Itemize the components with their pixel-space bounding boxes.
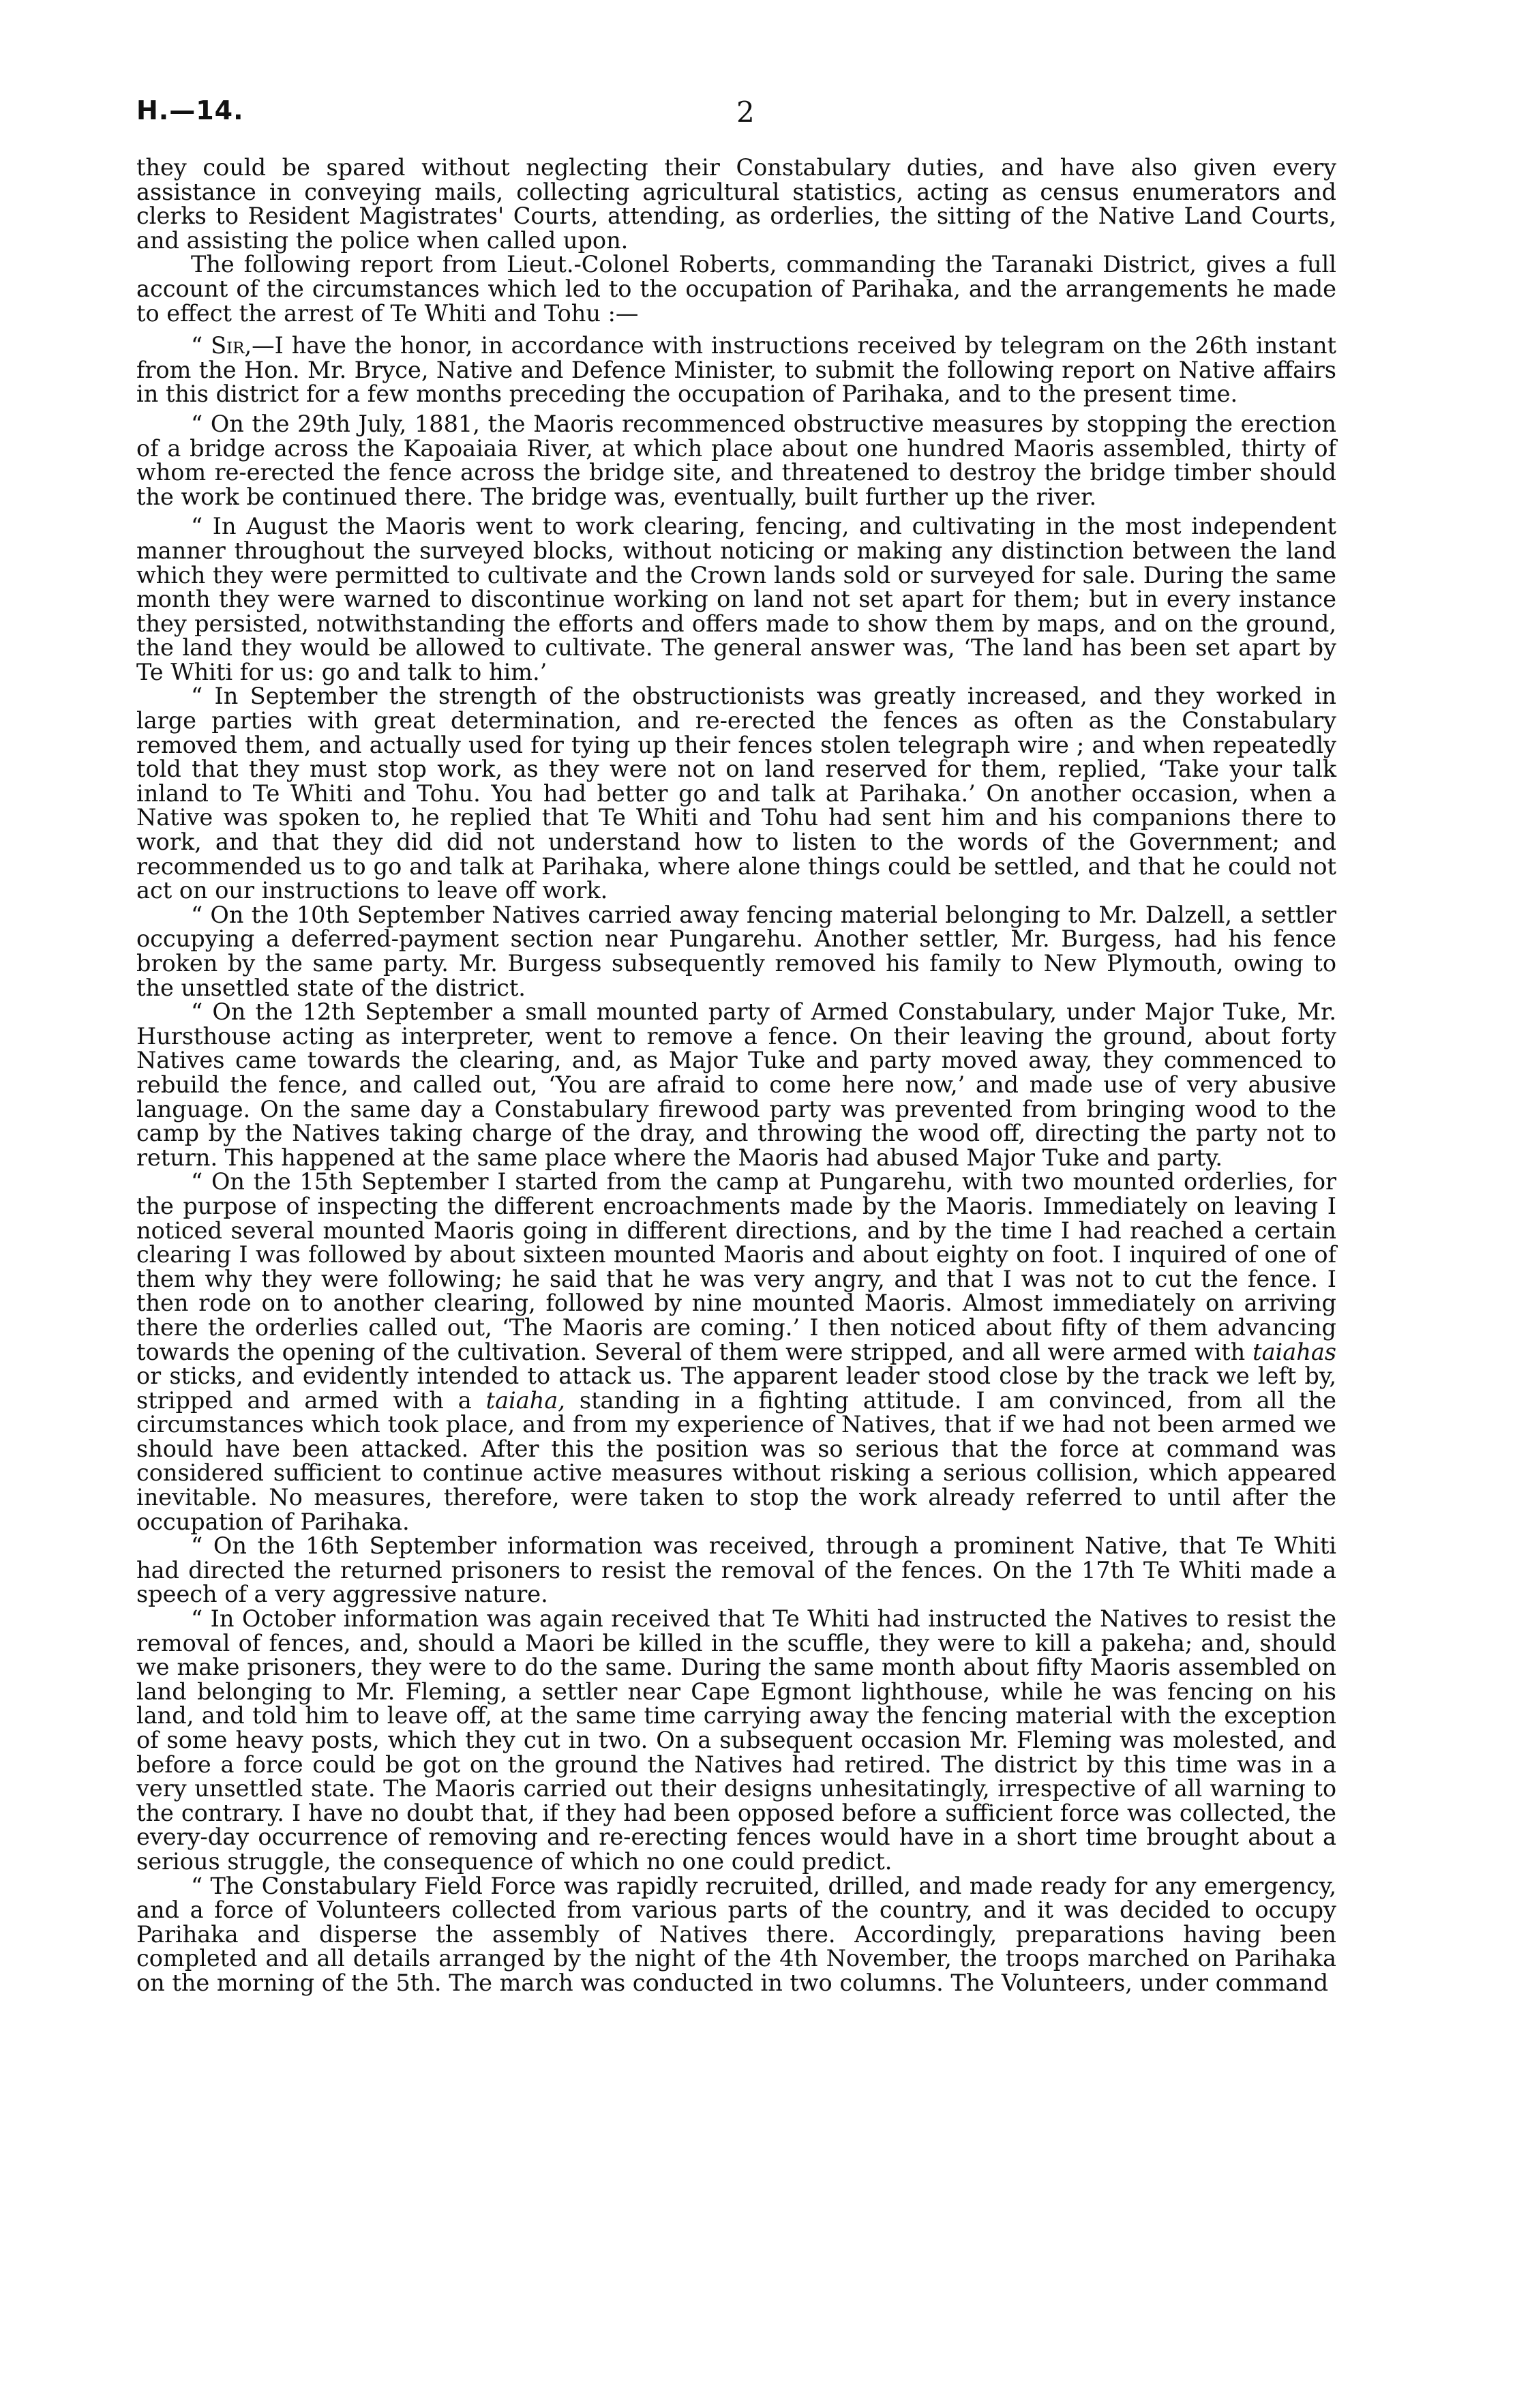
paragraph-15th-september bbox=[136, 1170, 1336, 1534]
text-segment: or sticks, and evidently intended to attack us. The apparent leader stood close by the track we left by, stripped and armed with a bbox=[136, 1363, 1336, 1414]
text-segment: “ On the 15th September I started from the camp at Pungarehu, with two mounted orderlies, for the purpose of inspecting the different encroachments made by the Maoris. Immediately on leaving I noticed several mounted Maoris going in different directions, and by the time I had reached a certain clearing I was followed by about sixteen mounted Maoris and about eighty on foot. I inquired of one of them why they were following; he said that he was very angry, and that I was not to cut the fence. I then rode on to another clearing, followed by nine mounted Maoris. Almost immediately on arriving there the orderlies called out, ‘The Maoris are coming.’ I then noticed about fifty of them advancing towards the opening of the cultivation. Several of them were stripped, and all were armed with bbox=[136, 1168, 1336, 1365]
paragraph-september: “ In September the strength of the obstructionists was greatly increased, and they worked in large parties with great determination, and re-erected the fences as often as the Constabulary removed them, and actually used for tying up their fences stolen telegraph wire ; and when repeatedly told that they must stop work, as they were not on land reserved for them, replied, ‘Take your talk inland to Te Whiti and Tohu. You had better go and talk at Parihaka.’ On another occasion, when a Native was spoken to, he replied that Te Whiti and Tohu had sent him and his companions there to work, and that they did did not understand how to listen to the words of the Government; and recommended us to go and talk at Parihaka, where alone things could be settled, and that he could not act on our instructions to leave off work. bbox=[136, 683, 1336, 904]
paragraph-salutation bbox=[136, 333, 1336, 406]
page-number: 2 bbox=[736, 95, 755, 129]
document-reference: H.—14. bbox=[136, 95, 244, 125]
paragraph-16th-september: “ On the 16th September information was received, through a prominent Native, that Te Whiti had directed the returned prisoners to resist the removal of the fences. On the 17th Te Whiti made a speech of a very aggressive nature. bbox=[136, 1532, 1336, 1608]
italic-taiahas: taiahas bbox=[1252, 1338, 1336, 1365]
paragraph-10th-september: “ On the 10th September Natives carried away fencing material belonging to Mr. Dalzell, a settler occupying a deferred-payment section near Pungarehu. Another settler, Mr. Burgess, had his fence broken by the same party. Mr. Burgess subsequently removed his family to New Plymouth, owing to the unsettled state of the district. bbox=[136, 901, 1336, 1001]
salutation: Sir, bbox=[211, 332, 252, 359]
paragraph-continuation: they could be spared without neglecting their Constabulary duties, and have also given every assistance in conveying mails, collecting agricultural statistics, acting as census enumerators and clerks to Resident Magistrates' Courts, attending, as orderlies, the sitting of the Native Land Courts, and assisting the police when called upon. bbox=[136, 154, 1336, 254]
paragraph-july: “ On the 29th July, 1881, the Maoris recommenced obstructive measures by stopping the erection of a bridge across the Kapoaiaia River, at which place about one hundred Maoris assembled, thirty of whom re-erected the fence across the bridge site, and threatened to destroy the bridge timber should the work be continued there. The bridge was, eventually, built further up the river. bbox=[136, 410, 1336, 510]
opening-quote: “ bbox=[191, 332, 203, 359]
paragraph-report-intro: The following report from Lieut.-Colonel Roberts, commanding the Taranaki District, gives a full account of the circumstances which led to the occupation of Parihaka, and the arrangements he made to effect the arrest of Te Whiti and Tohu :— bbox=[136, 251, 1336, 327]
italic-taiaha: taiaha, bbox=[485, 1386, 565, 1414]
page-header bbox=[136, 95, 1336, 136]
body-text bbox=[136, 155, 1336, 1995]
paragraph-october: “ In October information was again received that Te Whiti had instructed the Natives to resist the removal of fences, and, should a Maori be killed in the scuffle, they were to kill a pakeha; and, should we make prisoners, they were to do the same. During the same month about fifty Maoris assembled on land belonging to Mr. Fleming, a settler near Cape Egmont lighthouse, while he was fencing on his land, and told him to leave off, at the same time carrying away the fencing material with the exception of some heavy posts, which they cut in two. On a subsequent occasion Mr. Fleming was molested, and before a force could be got on the ground the Natives had retired. The district by this time was in a very unsettled state. The Maoris carried out their designs unhesitatingly, irrespective of all warning to the contrary. I have no doubt that, if they had been opposed before a sufficient force was collected, the every-day occurrence of removing and re-erecting fences would have in a short time brought about a serious struggle, the consequence of which no one could predict. bbox=[136, 1605, 1336, 1875]
paragraph-august: “ In August the Maoris went to work clearing, fencing, and cultivating in the most independent manner throughout the surveyed blocks, without noticing or making any distinction between the land which they were permitted to cultivate and the Crown lands sold or surveyed for sale. During the same month they were warned to discontinue working on land not set apart for them; but in every instance they persisted, notwithstanding the efforts and offers made to show them by maps, and on the ground, the land they would be allowed to cultivate. The general answer was, ‘The land has been set apart by Te Whiti for us: go and talk to him.’ bbox=[136, 513, 1336, 685]
salutation-body: —I have the honor, in accordance with instructions received by telegram on the 26th instant from the Hon. Mr. Bryce, Native and Defence Minister, to submit the following report on Native affairs in this district for a few months preceding the occupation of Parihaka, and to the present time. bbox=[136, 332, 1336, 408]
text-segment: standing in a fighting attitude. I am convinced, from all the circumstances which took place, and from my experience of Natives, that if we had not been armed we should have been attacked. After this the position was so serious that the force at command was considered sufficient to continue active measures without risking a serious collision, which appeared inevitable. No measures, therefore, were taken to stop the work already referred to until after the occupation of Parihaka. bbox=[136, 1386, 1336, 1535]
paragraph-12th-september: “ On the 12th September a small mounted party of Armed Constabulary, under Major Tuke, Mr. Hursthouse acting as interpreter, went to remove a fence. On their leaving the ground, about forty Natives came towards the clearing, and, as Major Tuke and party moved away, they commenced to rebuild the fence, and called out, ‘You are afraid to come here now,’ and made use of very abusive language. On the same day a Constabulary firewood party was prevented from bringing wood to the camp by the Natives taking charge of the dray, and throwing the wood off, directing the party not to return. This happened at the same place where the Maoris had abused Major Tuke and party. bbox=[136, 998, 1336, 1171]
paragraph-field-force: “ The Constabulary Field Force was rapidly recruited, drilled, and made ready for any emergency, and a force of Volunteers collected from various parts of the country, and it was decided to occupy Parihaka and disperse the assembly of Natives there. Accordingly, preparations having been completed and all details arranged by the night of the 4th November, the troops marched on Parihaka on the morning of the 5th. The march was conducted in two columns. The Volunteers, under command bbox=[136, 1872, 1336, 1996]
